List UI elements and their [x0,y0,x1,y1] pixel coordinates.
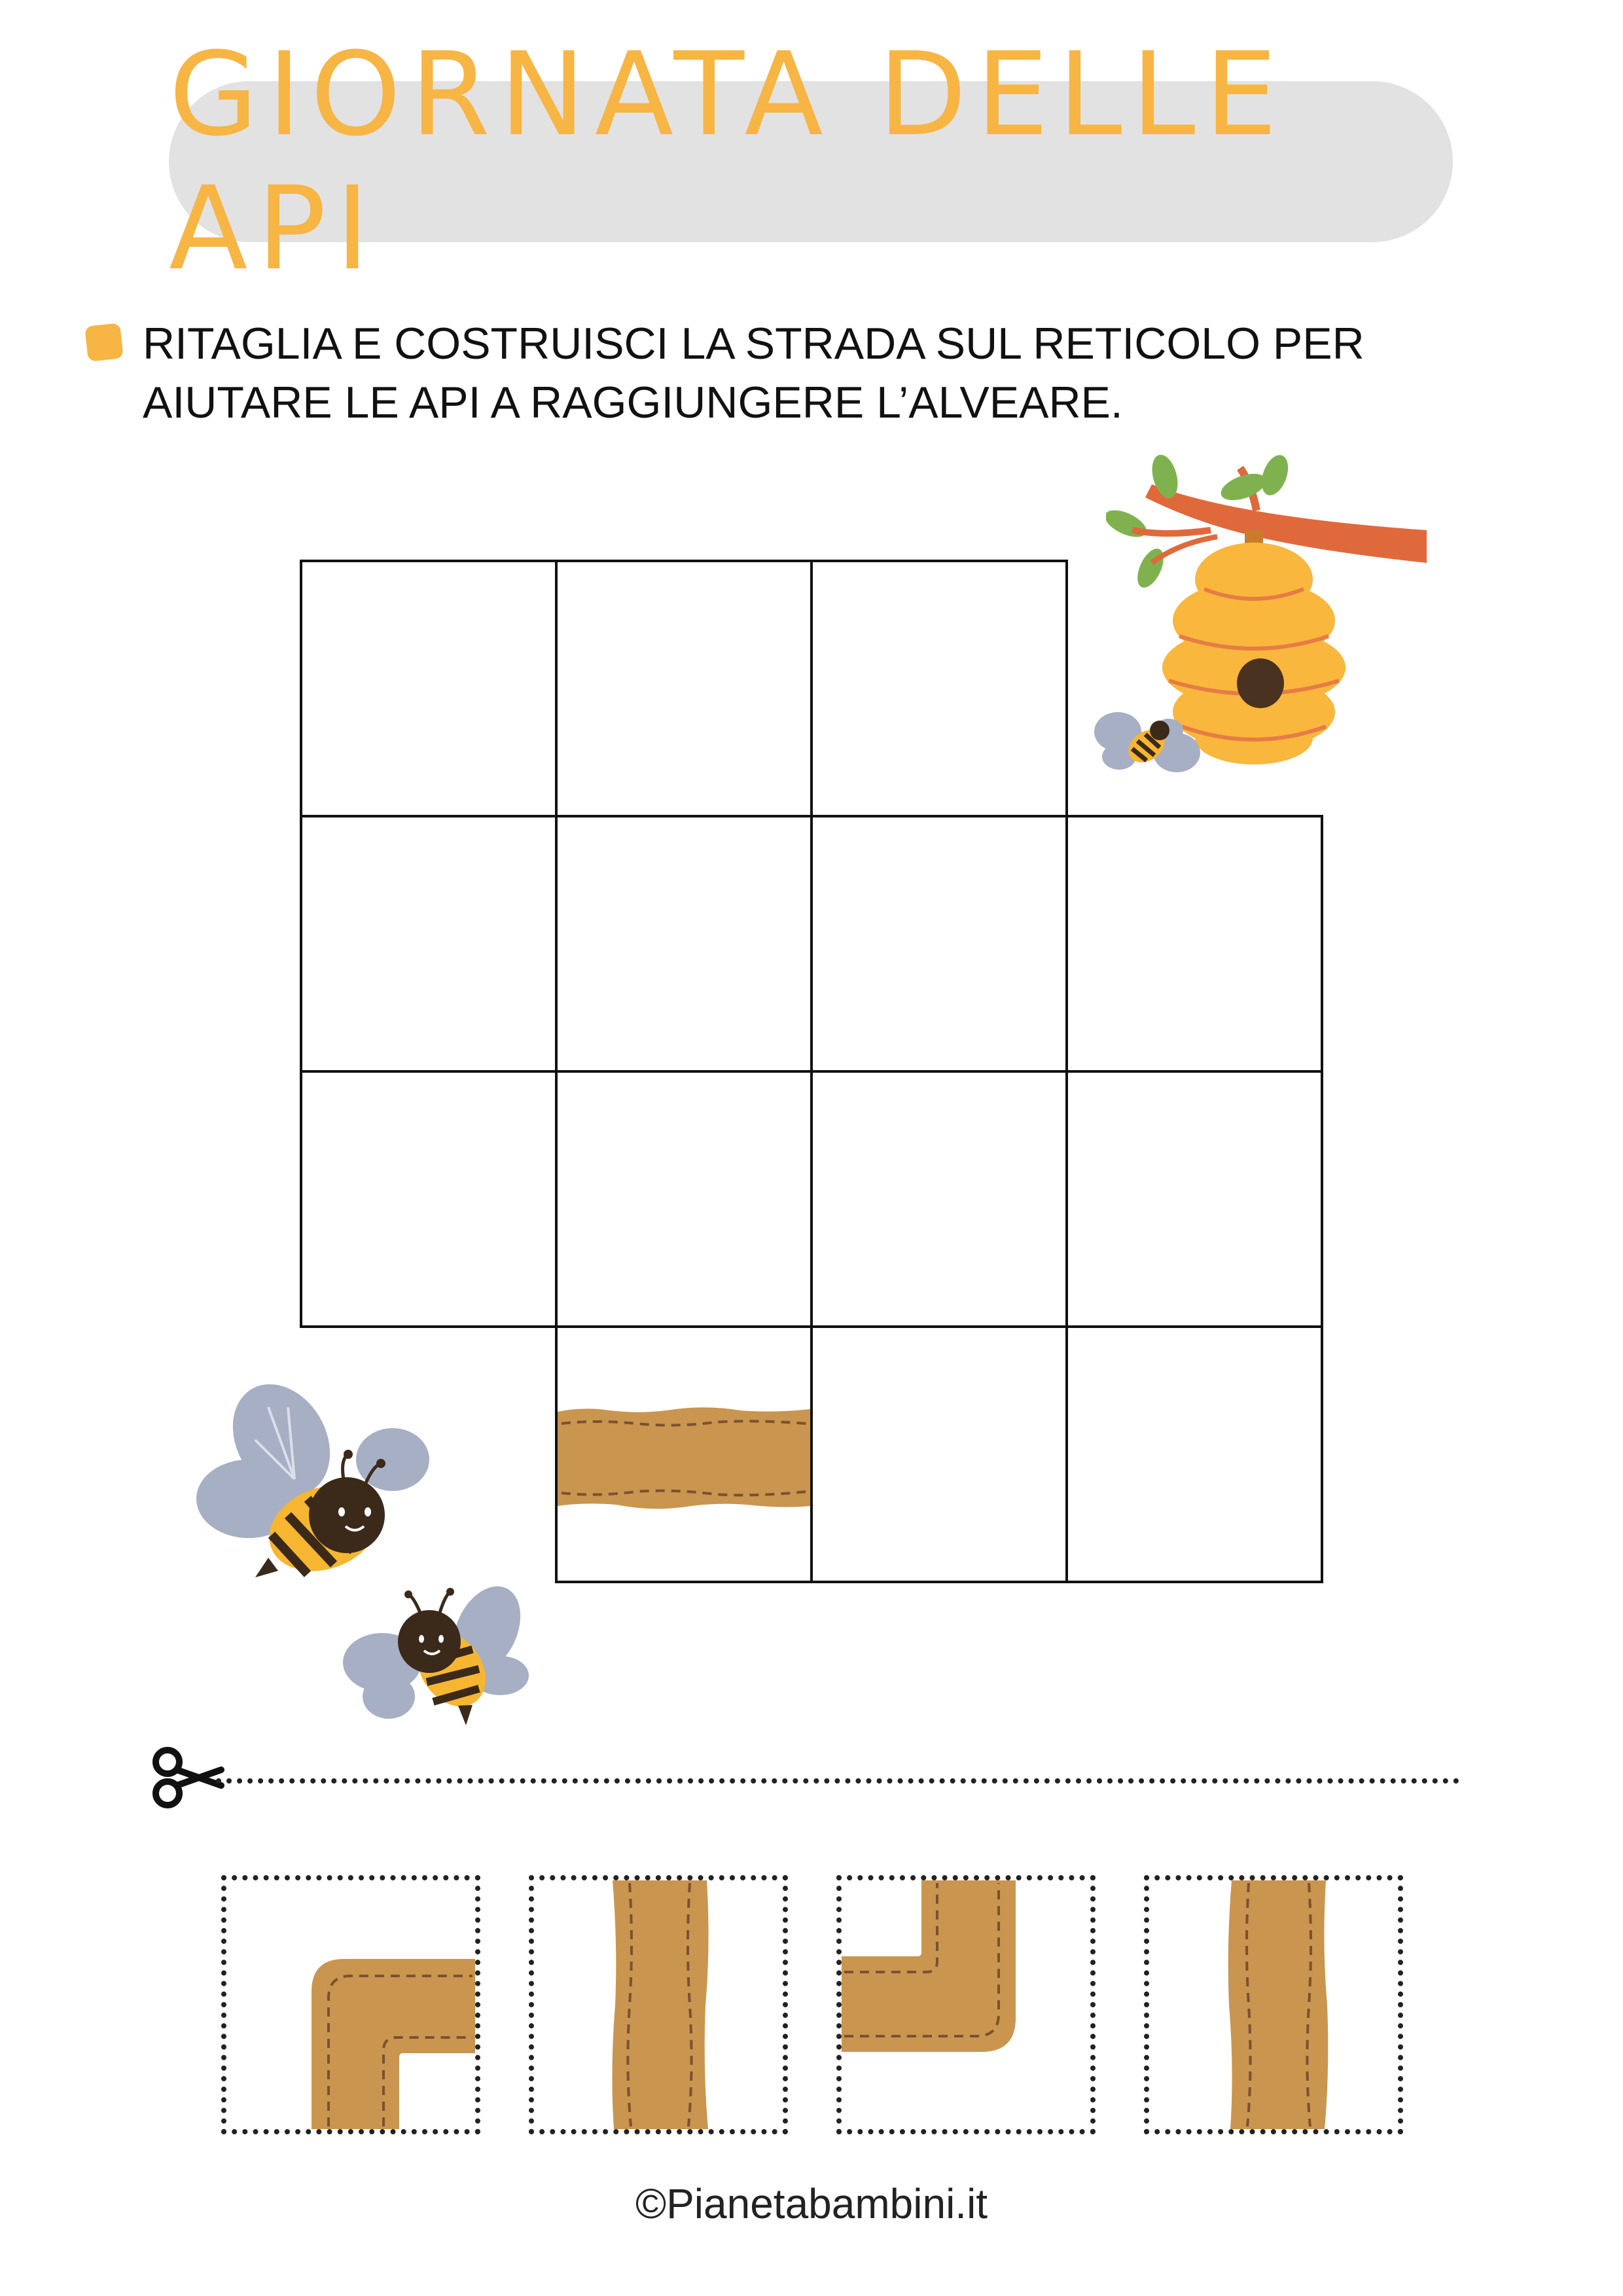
path-tile-vertical[interactable] [529,1875,788,2134]
instruction-line-2: AIUTARE LE API A RAGGIUNGERE L’ALVEARE. [143,378,1123,427]
road-vertical-icon [1149,1880,1398,2129]
bee-icon [335,1571,531,1741]
grid-cell[interactable] [300,815,558,1073]
grid-cell[interactable] [810,1070,1068,1328]
path-tile-vertical[interactable] [1144,1875,1403,2134]
scissors-icon [149,1738,228,1817]
grid-cell[interactable] [300,1070,558,1328]
title-banner [169,27,1453,296]
road-corner-icon [226,1880,475,2129]
grid-cell[interactable] [810,1325,1068,1583]
grid-cell[interactable] [555,815,813,1073]
grid-cell[interactable] [555,560,813,817]
grid-cell-start[interactable] [555,1325,813,1583]
grid-cell[interactable] [300,560,558,817]
instruction-text [143,314,1484,432]
path-tile-corner[interactable] [836,1875,1096,2134]
road-corner-icon [842,1880,1090,2129]
road-vertical-icon [534,1880,783,2129]
instruction-line-1: RITAGLIA E COSTRUISCI LA STRADA SUL RETICOLO PER [143,319,1364,368]
grid-cell[interactable] [1065,1325,1323,1583]
page-title: GIORNATA DELLE API [169,27,1287,296]
grid-cell[interactable] [1065,815,1323,1073]
grid-cell[interactable] [1065,1070,1323,1328]
bee-icon [196,1381,445,1597]
copyright-footer: ©Pianetabambini.it [635,2180,988,2227]
cut-line [216,1778,1459,1784]
grid-cell[interactable] [555,1070,813,1328]
path-tile-corner[interactable] [221,1875,480,2134]
bee-icon [1092,700,1203,785]
grid-cell[interactable] [810,560,1068,817]
road-segment-icon [558,1328,810,1581]
grid-cell[interactable] [810,815,1068,1073]
bullet-square-icon [84,323,123,361]
